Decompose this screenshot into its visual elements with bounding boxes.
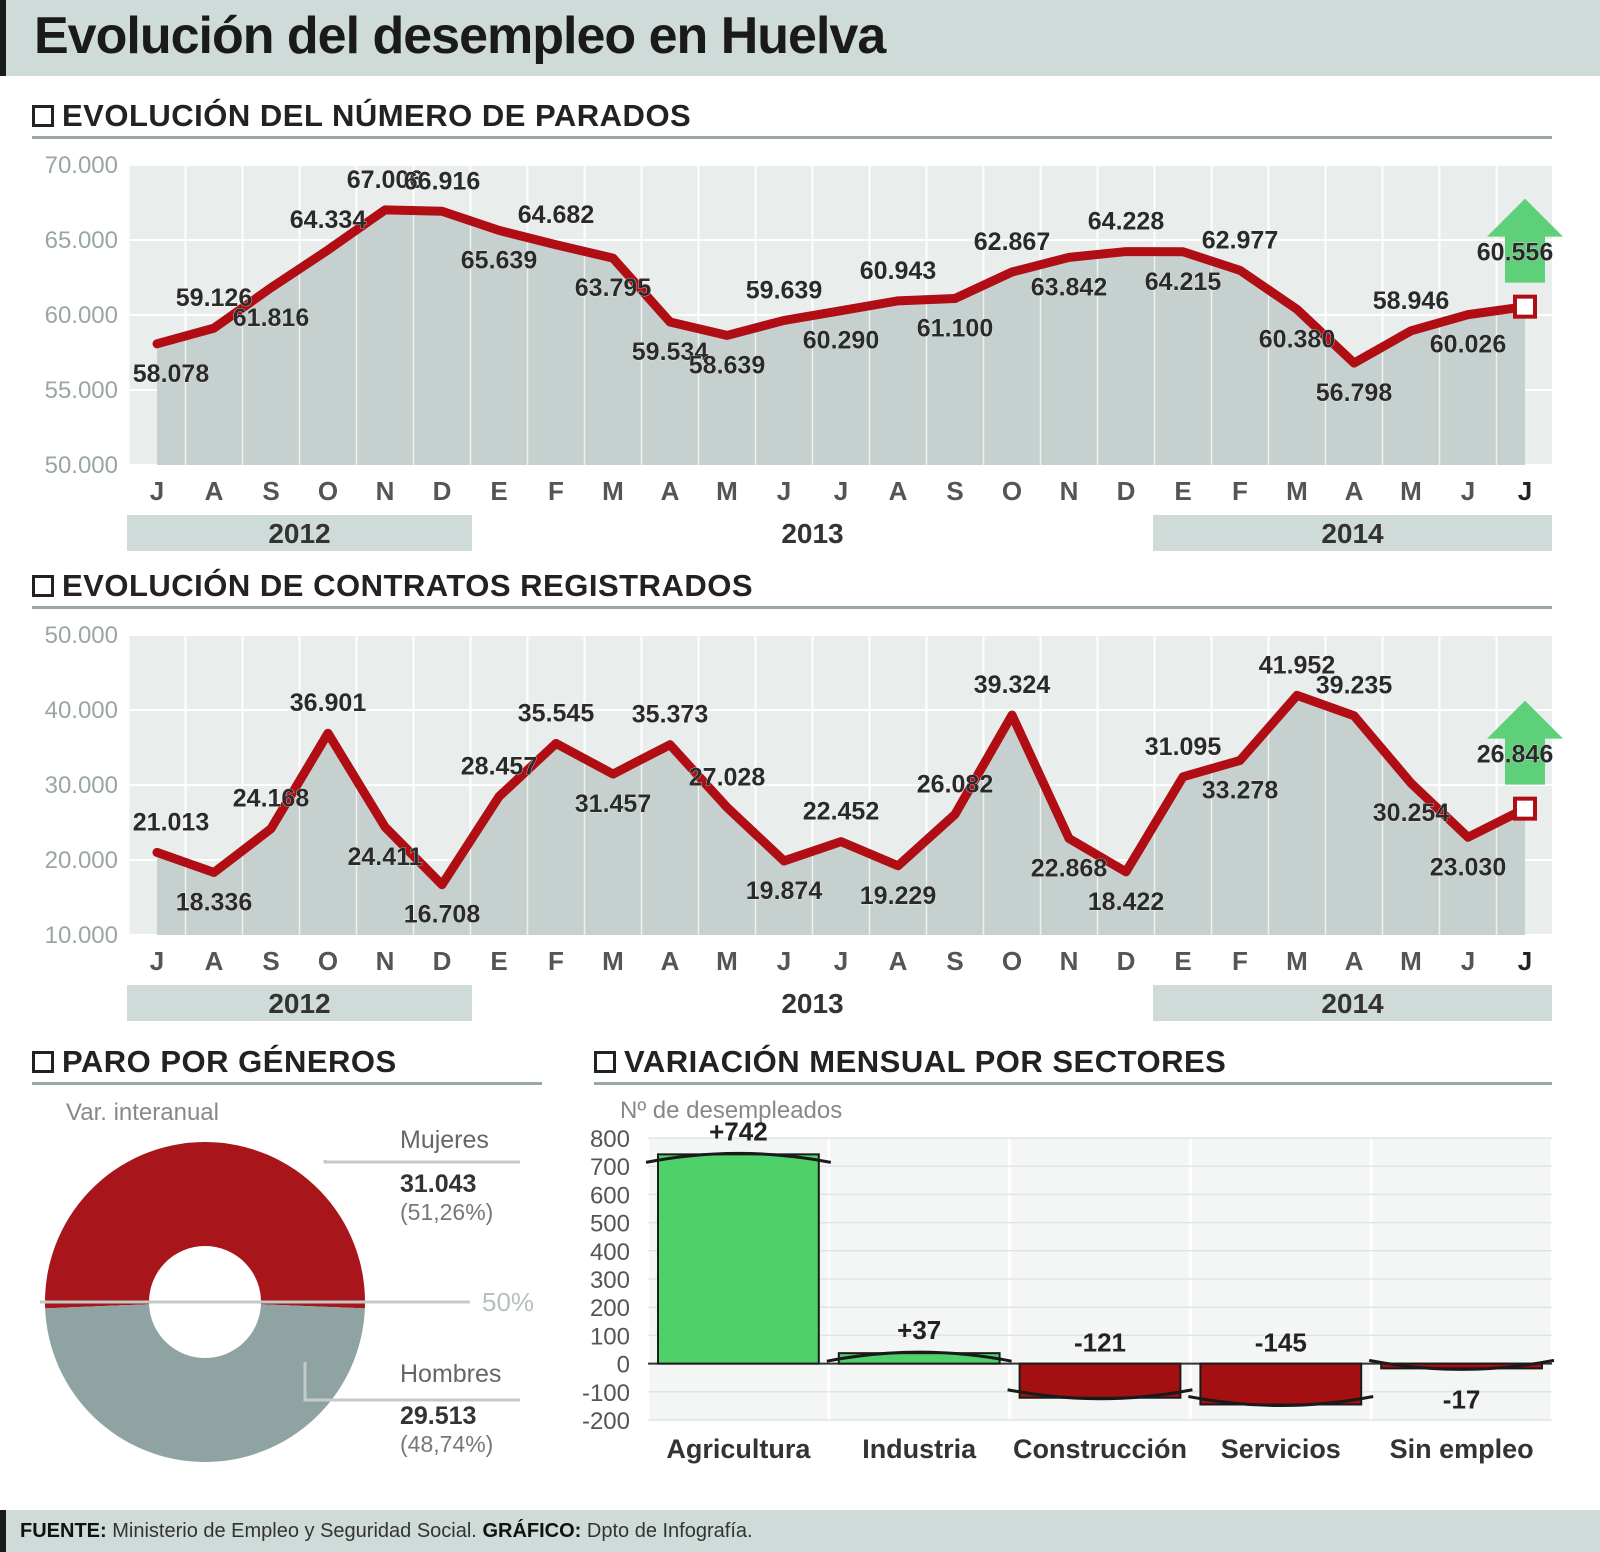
data-label: 35.373 (631, 700, 709, 729)
year-label: 2014 (1321, 518, 1384, 549)
x-tick-label: N (1059, 476, 1079, 506)
legend-label-mujeres: Mujeres (400, 1126, 489, 1154)
x-tick-label: J (776, 946, 792, 976)
x-tick-label: J (1517, 476, 1533, 506)
data-label: 16.708 (403, 900, 481, 929)
x-tick-label: A (1344, 476, 1364, 506)
data-point (726, 806, 728, 808)
data-label: 59.126 (175, 284, 253, 313)
x-tick-label: J (1460, 476, 1476, 506)
data-point (156, 343, 158, 345)
data-label: 19.874 (745, 876, 823, 905)
y-tick-label: 800 (589, 1126, 630, 1153)
x-tick-label: E (1174, 946, 1192, 976)
x-tick-label: M (602, 476, 624, 506)
data-label: 66.916 (403, 167, 481, 196)
section-title-contratos (32, 568, 753, 604)
y-tick-label: 300 (589, 1267, 630, 1294)
data-point (1125, 871, 1127, 873)
x-tick-label: F (1232, 946, 1248, 976)
x-tick-label: A (1344, 946, 1364, 976)
data-label: 24.411 (347, 842, 423, 871)
data-label: 67.006 (346, 165, 424, 194)
x-category-label: Industria (862, 1434, 977, 1464)
contratos-chart (0, 615, 1600, 1025)
data-label: 60.556 (1476, 238, 1554, 267)
y-tick-label: 500 (589, 1210, 630, 1238)
data-label: 18.422 (1087, 887, 1165, 916)
last-point-marker (1515, 297, 1535, 317)
data-label: 59.639 (745, 276, 823, 305)
x-tick-label: O (1001, 946, 1023, 976)
x-tick-label: M (1286, 476, 1308, 506)
donut-slice-mujeres (45, 1142, 365, 1308)
x-tick-label: N (375, 946, 395, 976)
checkbox-square-icon (594, 1051, 616, 1073)
data-label: 21.013 (132, 808, 210, 837)
checkbox-square-icon (32, 1051, 54, 1073)
data-point (783, 860, 785, 862)
y-tick-label: 40.000 (44, 697, 118, 724)
y-tick-label: -200 (581, 1408, 630, 1435)
data-label: 19.229 (859, 881, 937, 910)
x-tick-label: F (548, 476, 564, 506)
data-label: 65.639 (460, 246, 538, 275)
data-point (441, 884, 443, 886)
y-tick-label: 70.000 (44, 152, 118, 179)
data-label: 56.798 (1315, 379, 1393, 408)
bar (658, 1154, 819, 1363)
data-point (1011, 271, 1013, 273)
data-point (156, 851, 158, 853)
x-category-label: Servicios (1220, 1434, 1341, 1464)
footer-source: Ministerio de Empleo y Seguridad Social. (112, 1520, 477, 1542)
data-point (213, 327, 215, 329)
data-point (498, 229, 500, 231)
data-label: 59.534 (631, 337, 709, 366)
data-point (1296, 694, 1298, 696)
x-category-label: Sin empleo (1389, 1434, 1534, 1464)
section-title-sectores (594, 1044, 1226, 1080)
data-label: 62.867 (973, 227, 1051, 256)
data-label: 64.334 (289, 205, 367, 234)
footer (0, 1510, 1600, 1552)
data-label: 61.816 (232, 303, 310, 332)
section-label-contratos: EVOLUCIÓN DE CONTRATOS REGISTRADOS (62, 568, 754, 603)
data-label: 39.324 (973, 671, 1051, 700)
parados-chart (0, 145, 1600, 555)
data-point (1410, 782, 1412, 784)
data-point (783, 319, 785, 321)
bar (1020, 1364, 1181, 1398)
legend-label-hombres: Hombres (400, 1360, 502, 1388)
data-point (1068, 837, 1070, 839)
x-tick-label: N (375, 476, 395, 506)
x-tick-label: A (204, 476, 224, 506)
section-rule (32, 1082, 542, 1085)
x-category-label: Construcción (1012, 1434, 1188, 1464)
data-point (1068, 256, 1070, 258)
last-point-marker (1515, 799, 1535, 819)
x-tick-label: S (946, 946, 964, 976)
data-label: 61.100 (916, 314, 994, 343)
data-label: 58.639 (688, 351, 766, 380)
bar-value-label: -121 (1073, 1327, 1127, 1358)
data-label: 35.545 (517, 699, 595, 728)
x-tick-label: O (317, 946, 339, 976)
data-point (1182, 776, 1184, 778)
x-tick-label: J (1517, 946, 1533, 976)
fifty-percent-label: 50% (482, 1287, 535, 1317)
footer-source-key: FUENTE: (20, 1520, 107, 1542)
x-tick-label: M (716, 946, 738, 976)
data-point (555, 244, 557, 246)
data-label: 23.030 (1429, 853, 1507, 882)
y-tick-label: 400 (589, 1238, 630, 1266)
section-title-generos (32, 1044, 397, 1080)
data-label: 60.026 (1429, 330, 1507, 359)
data-label: 26.082 (916, 770, 994, 799)
checkbox-square-icon (32, 105, 54, 127)
year-label: 2014 (1321, 988, 1384, 1019)
y-tick-label: 55.000 (44, 377, 118, 404)
x-tick-label: N (1059, 946, 1079, 976)
x-tick-label: J (776, 476, 792, 506)
year-label: 2013 (781, 518, 844, 549)
data-label: 39.235 (1315, 671, 1393, 700)
data-point (954, 298, 956, 300)
section-rule (32, 136, 1552, 139)
x-tick-label: M (716, 476, 738, 506)
x-tick-label: E (490, 476, 508, 506)
x-tick-label: S (262, 476, 280, 506)
donut-subtitle: Var. interanual (66, 1099, 219, 1126)
x-tick-label: D (1116, 476, 1136, 506)
x-tick-label: J (149, 946, 165, 976)
data-point (270, 828, 272, 830)
footer-graphic: Dpto de Infografía. (586, 1520, 753, 1542)
data-label: 36.901 (289, 689, 367, 718)
x-tick-label: S (262, 946, 280, 976)
data-point (1467, 836, 1469, 838)
section-label-parados: EVOLUCIÓN DEL NÚMERO DE PARADOS (62, 98, 692, 133)
callout-line-mujeres (325, 1160, 520, 1162)
bar-value-label: -145 (1254, 1327, 1307, 1358)
value-label-mujeres: 31.043 (400, 1170, 477, 1198)
data-label: 64.215 (1144, 267, 1222, 296)
x-tick-label: M (1400, 476, 1422, 506)
title-bar (0, 0, 1600, 76)
x-tick-label: A (888, 476, 908, 506)
data-label: 64.682 (517, 200, 595, 229)
data-label: 31.095 (1144, 732, 1222, 761)
x-tick-label: F (548, 946, 564, 976)
data-point (726, 334, 728, 336)
section-rule (594, 1082, 1552, 1085)
year-label: 2012 (268, 988, 331, 1019)
bar-value-label: +742 (709, 1116, 768, 1147)
data-label: 28.457 (460, 752, 538, 781)
data-point (1182, 251, 1184, 253)
data-label: 33.278 (1201, 776, 1279, 805)
sectores-bar-chart (580, 1090, 1580, 1510)
y-tick-label: 65.000 (44, 227, 118, 254)
data-point (669, 321, 671, 323)
data-point (1239, 269, 1241, 271)
x-tick-label: D (432, 946, 452, 976)
x-tick-label: M (1286, 946, 1308, 976)
data-point (384, 209, 386, 211)
data-label: 27.028 (688, 763, 766, 792)
data-label: 58.946 (1372, 286, 1450, 315)
bar (1200, 1364, 1361, 1405)
data-label: 22.452 (802, 797, 880, 826)
data-point (897, 300, 899, 302)
y-tick-label: 0 (616, 1351, 630, 1379)
data-point (498, 796, 500, 798)
data-label: 31.457 (574, 790, 652, 819)
x-tick-label: D (432, 476, 452, 506)
section-rule (32, 606, 1552, 609)
y-tick-label: 10.000 (44, 922, 118, 949)
donut-slice-hombres (45, 1304, 365, 1462)
data-point (954, 813, 956, 815)
data-point (327, 249, 329, 251)
data-point (441, 210, 443, 212)
x-tick-label: J (149, 476, 165, 506)
x-tick-label: S (946, 476, 964, 506)
x-tick-label: E (490, 946, 508, 976)
data-label: 64.228 (1087, 207, 1165, 236)
data-point (612, 257, 614, 259)
x-tick-label: A (204, 946, 224, 976)
pct-label-mujeres: (51,26%) (400, 1199, 494, 1225)
y-tick-label: 20.000 (44, 847, 118, 874)
data-point (1125, 251, 1127, 253)
x-tick-label: D (1116, 946, 1136, 976)
data-label: 26.846 (1476, 740, 1554, 769)
data-point (1239, 759, 1241, 761)
year-label: 2012 (268, 518, 331, 549)
y-tick-label: 50.000 (44, 452, 118, 479)
data-point (669, 744, 671, 746)
data-point (384, 826, 386, 828)
value-label-hombres: 29.513 (400, 1402, 477, 1430)
x-tick-label: M (1400, 946, 1422, 976)
data-label: 60.290 (802, 326, 880, 355)
data-point (555, 742, 557, 744)
x-tick-label: J (833, 476, 849, 506)
x-tick-label: A (888, 946, 908, 976)
data-point (1353, 715, 1355, 717)
data-label: 58.078 (132, 359, 210, 388)
y-tick-label: 60.000 (44, 302, 118, 329)
data-point (1353, 362, 1355, 364)
bar-value-label: +37 (897, 1315, 942, 1346)
data-label: 24.168 (232, 784, 310, 813)
x-tick-label: J (1460, 946, 1476, 976)
x-tick-label: O (317, 476, 339, 506)
data-point (897, 865, 899, 867)
data-point (213, 871, 215, 873)
footer-graphic-key: GRÁFICO: (482, 1520, 582, 1542)
year-label: 2013 (781, 988, 844, 1019)
data-point (327, 732, 329, 734)
section-label-generos: PARO POR GÉNEROS (62, 1044, 397, 1079)
page-title: Evolución del desempleo en Huelva (34, 7, 886, 65)
bar-value-label: -17 (1442, 1384, 1481, 1415)
bar-chart-ylabel: Nº de desempleados (620, 1097, 843, 1124)
data-point (270, 287, 272, 289)
y-tick-label: 50.000 (44, 622, 118, 649)
data-label: 62.977 (1201, 226, 1279, 255)
data-point (1410, 330, 1412, 332)
data-label: 63.842 (1030, 273, 1108, 302)
checkbox-square-icon (32, 575, 54, 597)
x-tick-label: E (1174, 476, 1192, 506)
x-tick-label: O (1001, 476, 1023, 506)
section-title-parados (32, 98, 691, 134)
data-point (1467, 314, 1469, 316)
data-point (1011, 714, 1013, 716)
data-label: 22.868 (1030, 854, 1108, 883)
y-tick-label: 30.000 (44, 772, 118, 799)
generos-donut-chart (0, 1090, 560, 1500)
pct-label-hombres: (48,74%) (400, 1431, 494, 1457)
data-label: 18.336 (175, 888, 253, 917)
data-label: 60.380 (1258, 325, 1336, 354)
y-tick-label: 200 (589, 1295, 630, 1323)
x-tick-label: F (1232, 476, 1248, 506)
x-tick-label: A (660, 476, 680, 506)
y-tick-label: 600 (589, 1182, 630, 1210)
data-point (612, 773, 614, 775)
y-tick-label: 100 (589, 1323, 630, 1351)
x-tick-label: M (602, 946, 624, 976)
y-tick-label: -100 (581, 1379, 630, 1407)
data-label: 63.795 (574, 274, 652, 303)
data-point (840, 310, 842, 312)
data-point (1296, 308, 1298, 310)
x-tick-label: J (833, 946, 849, 976)
x-tick-label: A (660, 946, 680, 976)
data-point (840, 841, 842, 843)
data-label: 30.254 (1372, 799, 1450, 828)
data-label: 41.952 (1258, 651, 1336, 680)
section-label-sectores: VARIACIÓN MENSUAL POR SECTORES (624, 1044, 1227, 1079)
data-label: 60.943 (859, 256, 937, 285)
y-tick-label: 700 (589, 1154, 630, 1182)
x-category-label: Agricultura (666, 1434, 811, 1464)
